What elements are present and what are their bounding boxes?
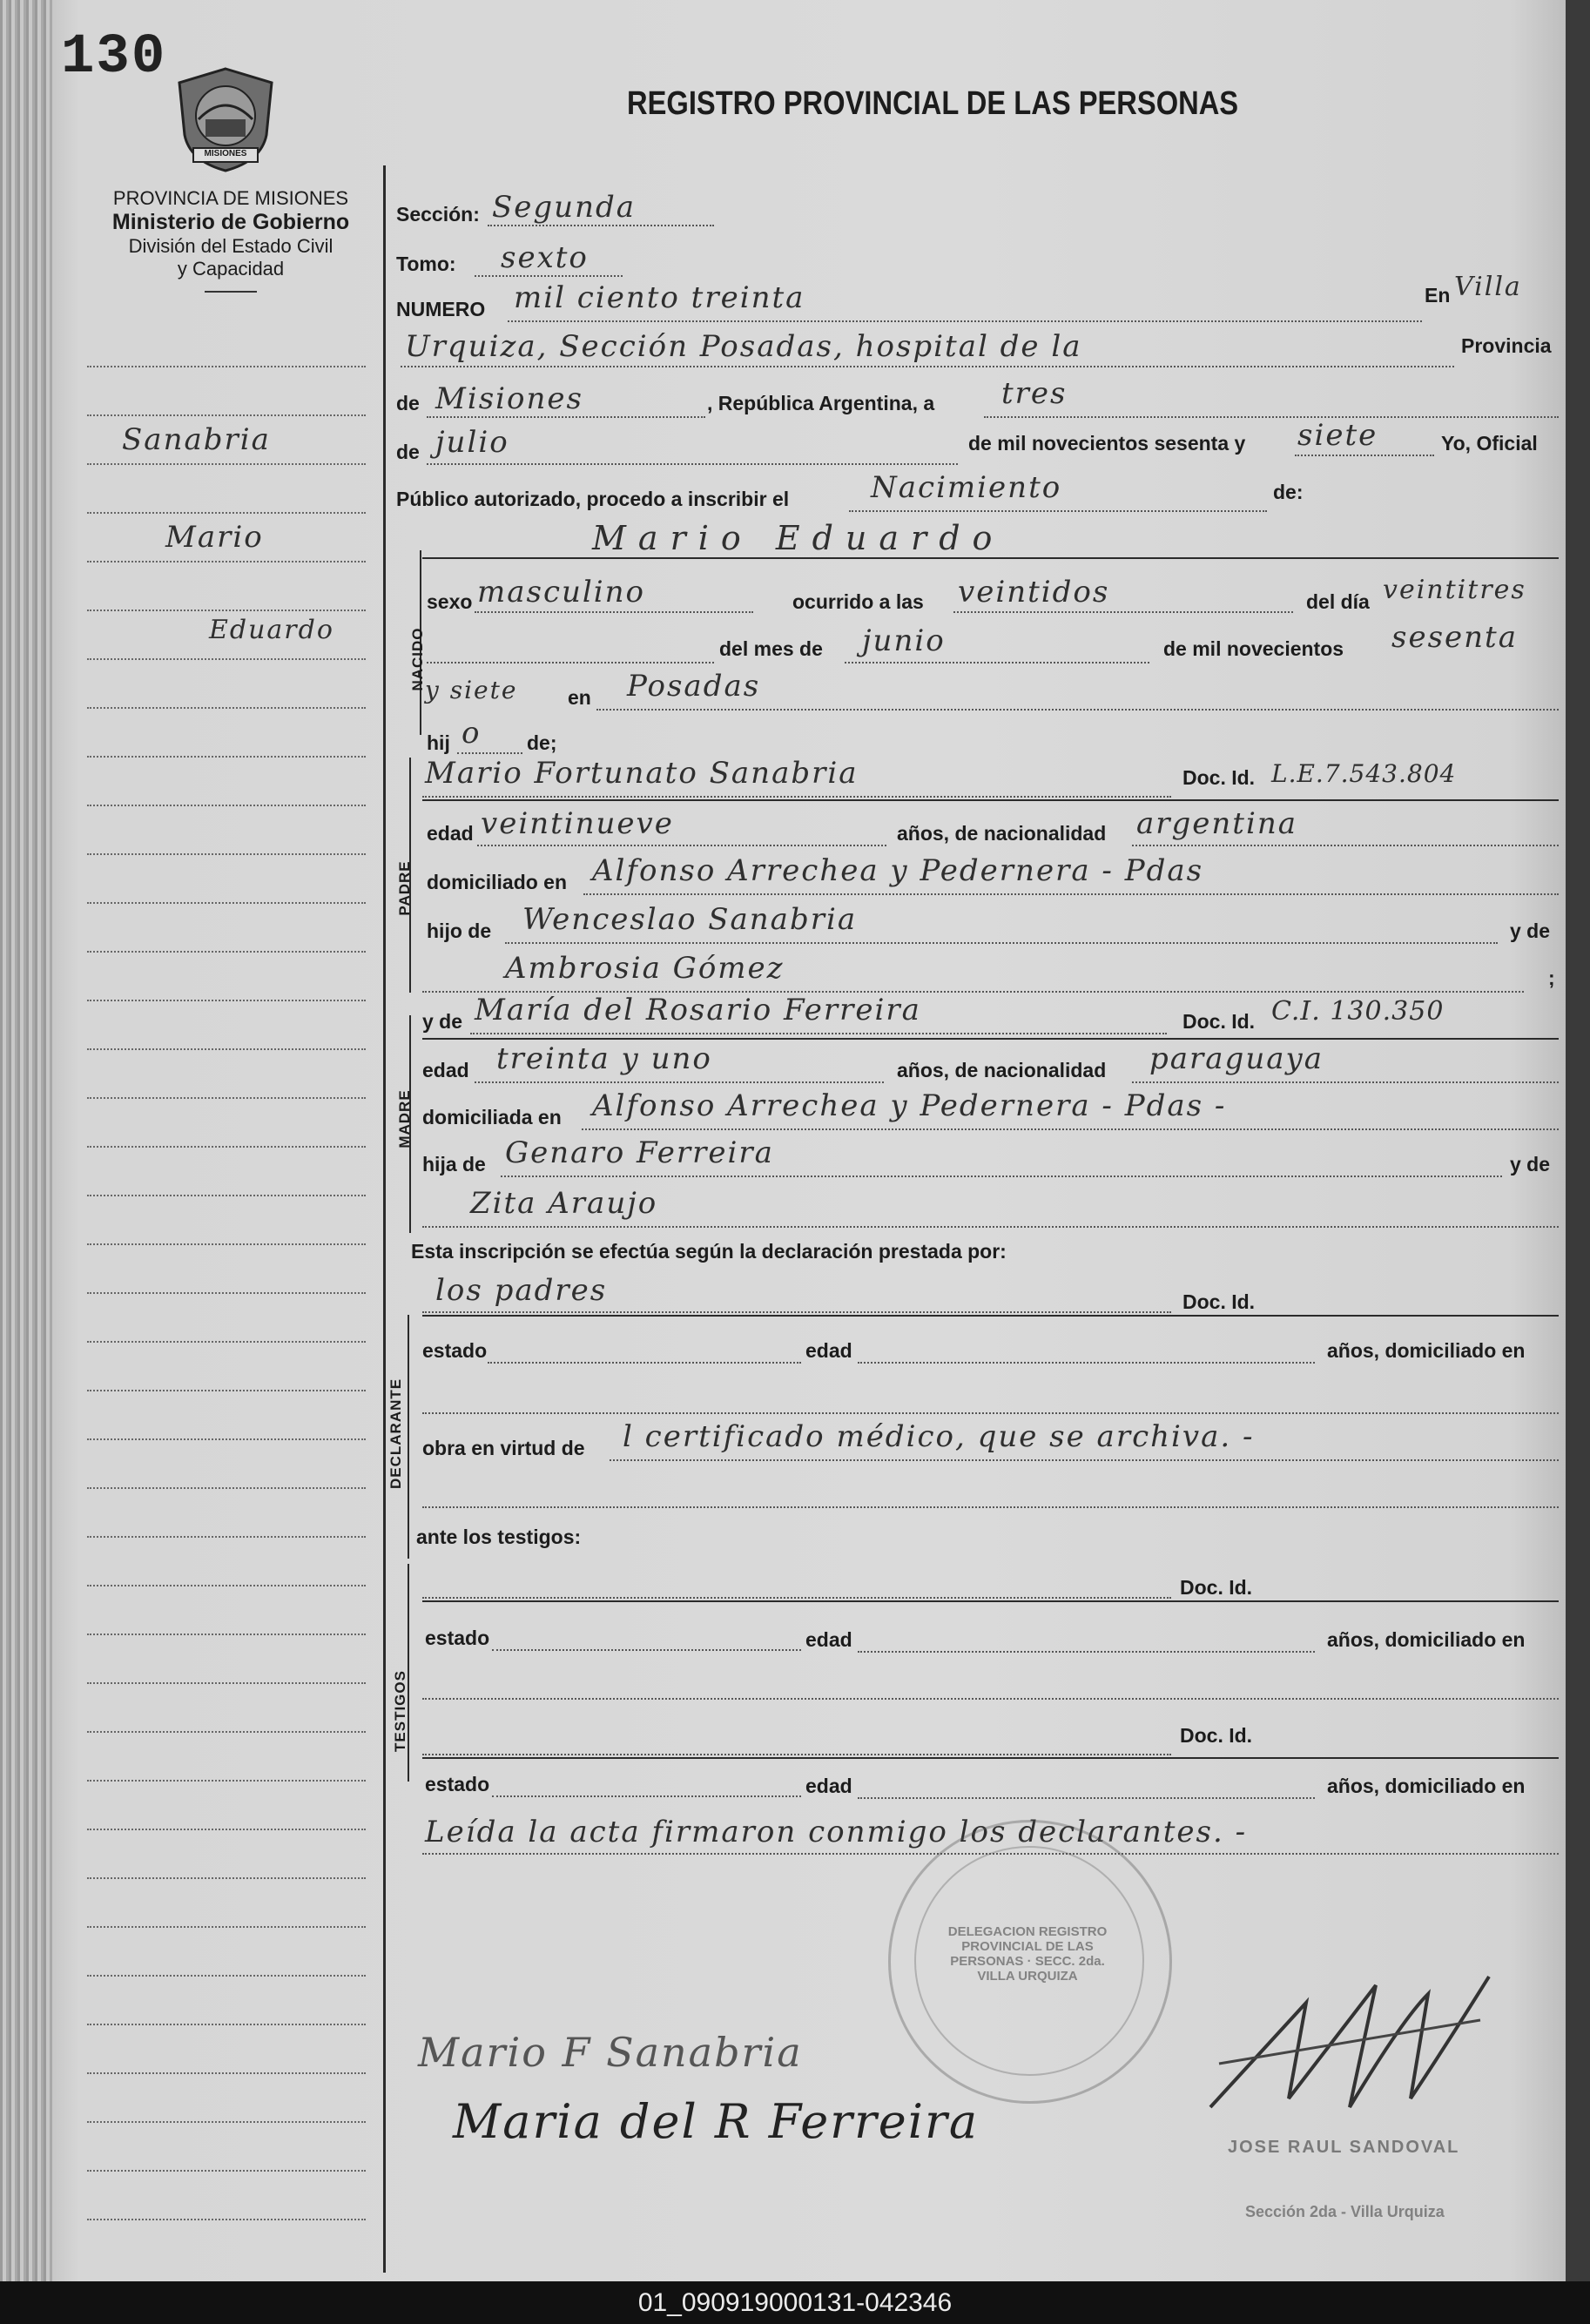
margin-ruled-line: [87, 561, 366, 562]
margin-ruled-line: [87, 366, 366, 367]
padre-madre-value: Ambrosia Gómez: [505, 951, 785, 986]
margin-ruled-line: [87, 463, 366, 465]
page-edge: [1566, 0, 1590, 2281]
testigo2-rule: [422, 1757, 1559, 1759]
declarante-anos-label: años, domiciliado en: [1327, 1339, 1526, 1362]
province-line: PROVINCIA DE MISIONES: [112, 187, 349, 209]
signature-mother: Maria del R Ferreira: [453, 2094, 980, 2149]
margin-ruled-line: [87, 2219, 366, 2220]
numero-value: mil ciento treinta: [514, 280, 805, 315]
margin-ruled-line: [87, 1341, 366, 1343]
issuing-authority: [83, 187, 379, 293]
provincia-value: Misiones: [435, 381, 583, 416]
numero-label: NUMERO: [396, 298, 486, 320]
lugar-nac-value: Posadas: [627, 669, 761, 704]
lugar-value: Urquiza, Sección Posadas, hospital de la: [405, 329, 1082, 364]
dia-nac-value: veintitres: [1383, 575, 1526, 605]
de-label: de: [396, 392, 420, 414]
ocurrido-label: ocurrido a las: [792, 590, 924, 613]
margin-ruled-line: [87, 2072, 366, 2074]
capacity-line: y Capacidad: [177, 258, 285, 280]
page-number: 130: [61, 26, 167, 89]
declarante-section-label: DECLARANTE: [387, 1378, 404, 1489]
margin-ruled-line: [87, 1731, 366, 1733]
testigo1-domicilio-line: [422, 1698, 1559, 1700]
madre-hija-de-label: hija de: [422, 1153, 486, 1175]
main-vertical-rule: [383, 165, 386, 2273]
testigo2-doc-label: Doc. Id.: [1180, 1724, 1253, 1747]
margin-ruled-line: [87, 1926, 366, 1928]
republica-label: , República Argentina, a: [707, 392, 935, 414]
padre-edad-line: [477, 845, 886, 846]
signature-father: Mario F Sanabria: [418, 2029, 803, 2076]
seccion-line: [488, 225, 714, 226]
margin-ruled-line: [87, 707, 366, 709]
padre-nombre-line: [422, 796, 1171, 798]
mes-nac-value: junio: [862, 623, 946, 658]
padre-nombre-value: Mario Fortunato Sanabria: [425, 756, 859, 791]
declarante-line: [422, 1311, 1171, 1313]
hij-line: [457, 752, 522, 754]
de-semi-label: de;: [527, 731, 557, 754]
margin-ruled-line: [87, 853, 366, 855]
padre-rule: [422, 799, 1559, 801]
register-title: REGISTRO PROVINCIAL DE LAS PERSONAS: [627, 85, 1239, 122]
margin-ruled-line: [87, 1146, 366, 1148]
dia-line: [984, 416, 1559, 418]
padre-semicolon: ;: [1548, 967, 1555, 989]
sexo-value: masculino: [477, 575, 646, 610]
image-id-footer: 01_090919000131-042346: [0, 2281, 1590, 2324]
margin-ruled-line: [87, 610, 366, 611]
margin-ruled-line: [87, 1097, 366, 1099]
declarante-rule: [422, 1315, 1559, 1317]
padre-nac-value: argentina: [1136, 806, 1298, 841]
testigo2-line: [422, 1754, 1171, 1755]
testigos-section-label: TESTIGOS: [392, 1670, 408, 1752]
padre-doc-label: Doc. Id.: [1182, 766, 1256, 789]
margin-ruled-line: [87, 1195, 366, 1196]
margin-ruled-line: [87, 1292, 366, 1294]
seccion-label: Sección:: [396, 203, 480, 226]
acto-value: Nacimiento: [871, 470, 1062, 505]
provincia-line: [427, 416, 705, 418]
margin-ruled-line: [87, 1780, 366, 1782]
cierre-value: Leída la acta firmaron conmigo los declarantes. -: [425, 1815, 1248, 1849]
margin-ruled-line: [87, 1829, 366, 1830]
obra-line-2: [422, 1506, 1559, 1508]
margin-ruled-line: [87, 2121, 366, 2123]
testigo2-anos-label: años, domiciliado en: [1327, 1775, 1526, 1797]
de2-label: de: [396, 441, 420, 463]
seccion-value: Segunda: [492, 190, 637, 225]
en-label: En: [1425, 284, 1451, 306]
testigo2-estado-line: [492, 1795, 801, 1797]
madre-edad-value: treinta y uno: [496, 1041, 712, 1076]
margin-ruled-line: [87, 756, 366, 758]
testigo1-estado-line: [492, 1649, 801, 1651]
margin-ruled-line: [87, 1048, 366, 1050]
testigos-intro-label: ante los testigos:: [416, 1526, 582, 1548]
madre-edad-line: [475, 1081, 884, 1083]
testigo1-rule: [422, 1600, 1559, 1602]
madre-edad-label: edad: [422, 1059, 469, 1081]
madre-madre-value: Zita Araujo: [470, 1186, 658, 1221]
testigo2-edad-line: [858, 1797, 1315, 1799]
padre-domicilio-line: [583, 893, 1559, 895]
madre-nombre-value: María del Rosario Ferreira: [475, 993, 921, 1027]
madre-hija-de-value: Genaro Ferreira: [505, 1135, 774, 1170]
declarante-estado-label: estado: [422, 1339, 488, 1362]
madre-nac-value: paraguaya: [1149, 1041, 1324, 1076]
nombre-rule: [422, 557, 1559, 559]
hora-line: [953, 611, 1293, 613]
margin-ruled-line: [87, 658, 366, 660]
margin-ruled-line: [87, 1877, 366, 1879]
lugar-nac-line: [596, 709, 1559, 711]
obra-value: l certificado médico, que se archiva. -: [623, 1419, 1255, 1454]
tomo-line: [475, 275, 623, 277]
margin-note-middle-name: Eduardo: [209, 615, 334, 645]
madre-hija-de-line: [501, 1175, 1502, 1177]
mes-value: julio: [435, 425, 509, 460]
padre-edad-value: veintinueve: [481, 806, 674, 841]
del-dia-label: del día: [1306, 590, 1370, 613]
madre-section-label: MADRE: [396, 1089, 413, 1149]
margin-ruled-line: [87, 951, 366, 953]
padre-doc-value: L.E.7.543.804: [1271, 759, 1457, 788]
hij-value: o: [462, 716, 482, 751]
padre-domicilio-value: Alfonso Arrechea y Pedernera - Pdas: [592, 853, 1204, 888]
testigo1-anos-label: años, domiciliado en: [1327, 1628, 1526, 1651]
margin-ruled-line: [87, 1682, 366, 1684]
official-signature-scribble: [1202, 1968, 1498, 2125]
de-mil-nov-label: de mil novecientos: [1163, 637, 1344, 660]
nacido-section-label: NACIDO: [409, 627, 426, 691]
tomo-label: Tomo:: [396, 253, 456, 275]
mes-nac-line: [845, 662, 1149, 664]
padre-section-label: PADRE: [396, 860, 413, 916]
hora-value: veintidos: [958, 575, 1110, 610]
margin-note-first-name: Mario: [165, 520, 264, 555]
testigo1-edad-label: edad: [805, 1628, 852, 1651]
margin-ruled-line: [87, 1438, 366, 1440]
mes-line: [427, 463, 958, 465]
margin-ruled-line: [87, 414, 366, 416]
margin-ruled-line: [87, 1487, 366, 1489]
padre-hijo-de-label: hijo de: [427, 919, 492, 942]
province-seal: [174, 65, 277, 174]
padre-hijo-de-value: Wenceslao Sanabria: [522, 902, 858, 937]
acto-line: [849, 510, 1267, 512]
del-mes-label: del mes de: [719, 637, 823, 660]
margin-ruled-line: [87, 1243, 366, 1245]
division-line: División del Estado Civil: [128, 235, 333, 257]
testigo1-line: [422, 1597, 1171, 1599]
lugar-line: [401, 366, 1454, 367]
testigo1-estado-label: estado: [425, 1627, 490, 1649]
madre-y-de-label: y de: [422, 1010, 463, 1033]
anio-nac2-value: y siete: [425, 676, 518, 704]
testigo1-doc-label: Doc. Id.: [1180, 1576, 1253, 1599]
de-colon-label: de:: [1273, 481, 1304, 503]
book-binding: [0, 0, 52, 2281]
padre-nac-line: [1132, 845, 1559, 846]
dia-value: tres: [1001, 376, 1068, 411]
yo-oficial-label: Yo, Oficial: [1441, 432, 1538, 455]
declarante-doc-label: Doc. Id.: [1182, 1290, 1256, 1313]
testigo2-edad-label: edad: [805, 1775, 852, 1797]
obra-label: obra en virtud de: [422, 1437, 585, 1459]
margin-ruled-line: [87, 1536, 366, 1538]
padre-y-de-label: y de: [1510, 919, 1551, 942]
declarante-estado-line: [488, 1362, 801, 1364]
de-mil-label: de mil novecientos sesenta y: [968, 432, 1246, 455]
anio-value: siete: [1297, 418, 1378, 453]
margin-ruled-line: [87, 1390, 366, 1391]
madre-nombre-line: [470, 1033, 1167, 1034]
sexo-label: sexo: [427, 590, 473, 613]
ministry-line: Ministerio de Gobierno: [111, 210, 350, 234]
madre-domicilio-label: domiciliada en: [422, 1106, 562, 1128]
madre-rule: [422, 1038, 1559, 1040]
margin-ruled-line: [87, 2024, 366, 2025]
padre-edad-label: edad: [427, 822, 474, 845]
nombre-value: Mario Eduardo: [592, 519, 1005, 557]
numero-line: [508, 320, 1422, 322]
margin-ruled-line: [87, 805, 366, 806]
en2-label: en: [568, 686, 591, 709]
publico-label: Público autorizado, procedo a inscribir el: [396, 488, 790, 510]
margin-ruled-line: [87, 2170, 366, 2172]
padre-hijo-de-line: [505, 942, 1498, 944]
madre-anos-label: años, de nacionalidad: [897, 1059, 1107, 1081]
declarante-edad-label: edad: [805, 1339, 852, 1362]
madre-domicilio-value: Alfonso Arrechea y Pedernera - Pdas -: [592, 1088, 1227, 1123]
declarante-value: los padres: [435, 1273, 608, 1308]
margin-ruled-line: [87, 1634, 366, 1635]
declarante-edad-line: [858, 1362, 1315, 1364]
seal-label: MISIONES: [204, 149, 247, 158]
margin-note-surname: Sanabria: [122, 422, 271, 457]
en-value: Villa: [1454, 272, 1522, 302]
declarante-bracket: [408, 1315, 409, 1559]
tomo-value: sexto: [501, 240, 589, 275]
margin-ruled-line: [87, 1975, 366, 1977]
obra-line: [610, 1459, 1559, 1461]
madre-nac-line: [1132, 1081, 1559, 1083]
testigo1-edad-line: [858, 1651, 1315, 1653]
anio-nac-value: sesenta: [1391, 620, 1518, 655]
margin-ruled-line: [87, 1585, 366, 1586]
official-name-stamp: JOSE RAUL SANDOVAL: [1228, 2138, 1460, 2157]
margin-ruled-line: [87, 1000, 366, 1001]
declarante-domicilio-line: [422, 1412, 1559, 1414]
hij-label: hij: [427, 731, 450, 754]
madre-madre-line: [422, 1226, 1559, 1228]
padre-domicilio-label: domiciliado en: [427, 871, 568, 893]
margin-ruled-line: [87, 902, 366, 904]
inscripcion-label: Esta inscripción se efectúa según la declaración prestada por:: [411, 1240, 1007, 1263]
margin-ruled-line: [87, 512, 366, 514]
madre-doc-value: C.I. 130.350: [1271, 996, 1445, 1027]
madre-y-de-label-2: y de: [1510, 1153, 1551, 1175]
madre-domicilio-line: [582, 1128, 1559, 1130]
padre-anos-label: años, de nacionalidad: [897, 822, 1107, 845]
sexo-line: [475, 611, 753, 613]
official-section-stamp: Sección 2da - Villa Urquiza: [1245, 2203, 1445, 2220]
dia-nac-line: [427, 662, 714, 664]
provincia-label: Provincia: [1461, 334, 1552, 357]
stamp-text: DELEGACION REGISTRO PROVINCIAL DE LAS PERSONAS · SECC. 2da. VILLA URQUIZA: [947, 1924, 1108, 1984]
madre-doc-label: Doc. Id.: [1182, 1010, 1256, 1033]
header-divider: [205, 291, 257, 293]
anio-line: [1295, 455, 1434, 456]
testigo2-estado-label: estado: [425, 1773, 490, 1795]
